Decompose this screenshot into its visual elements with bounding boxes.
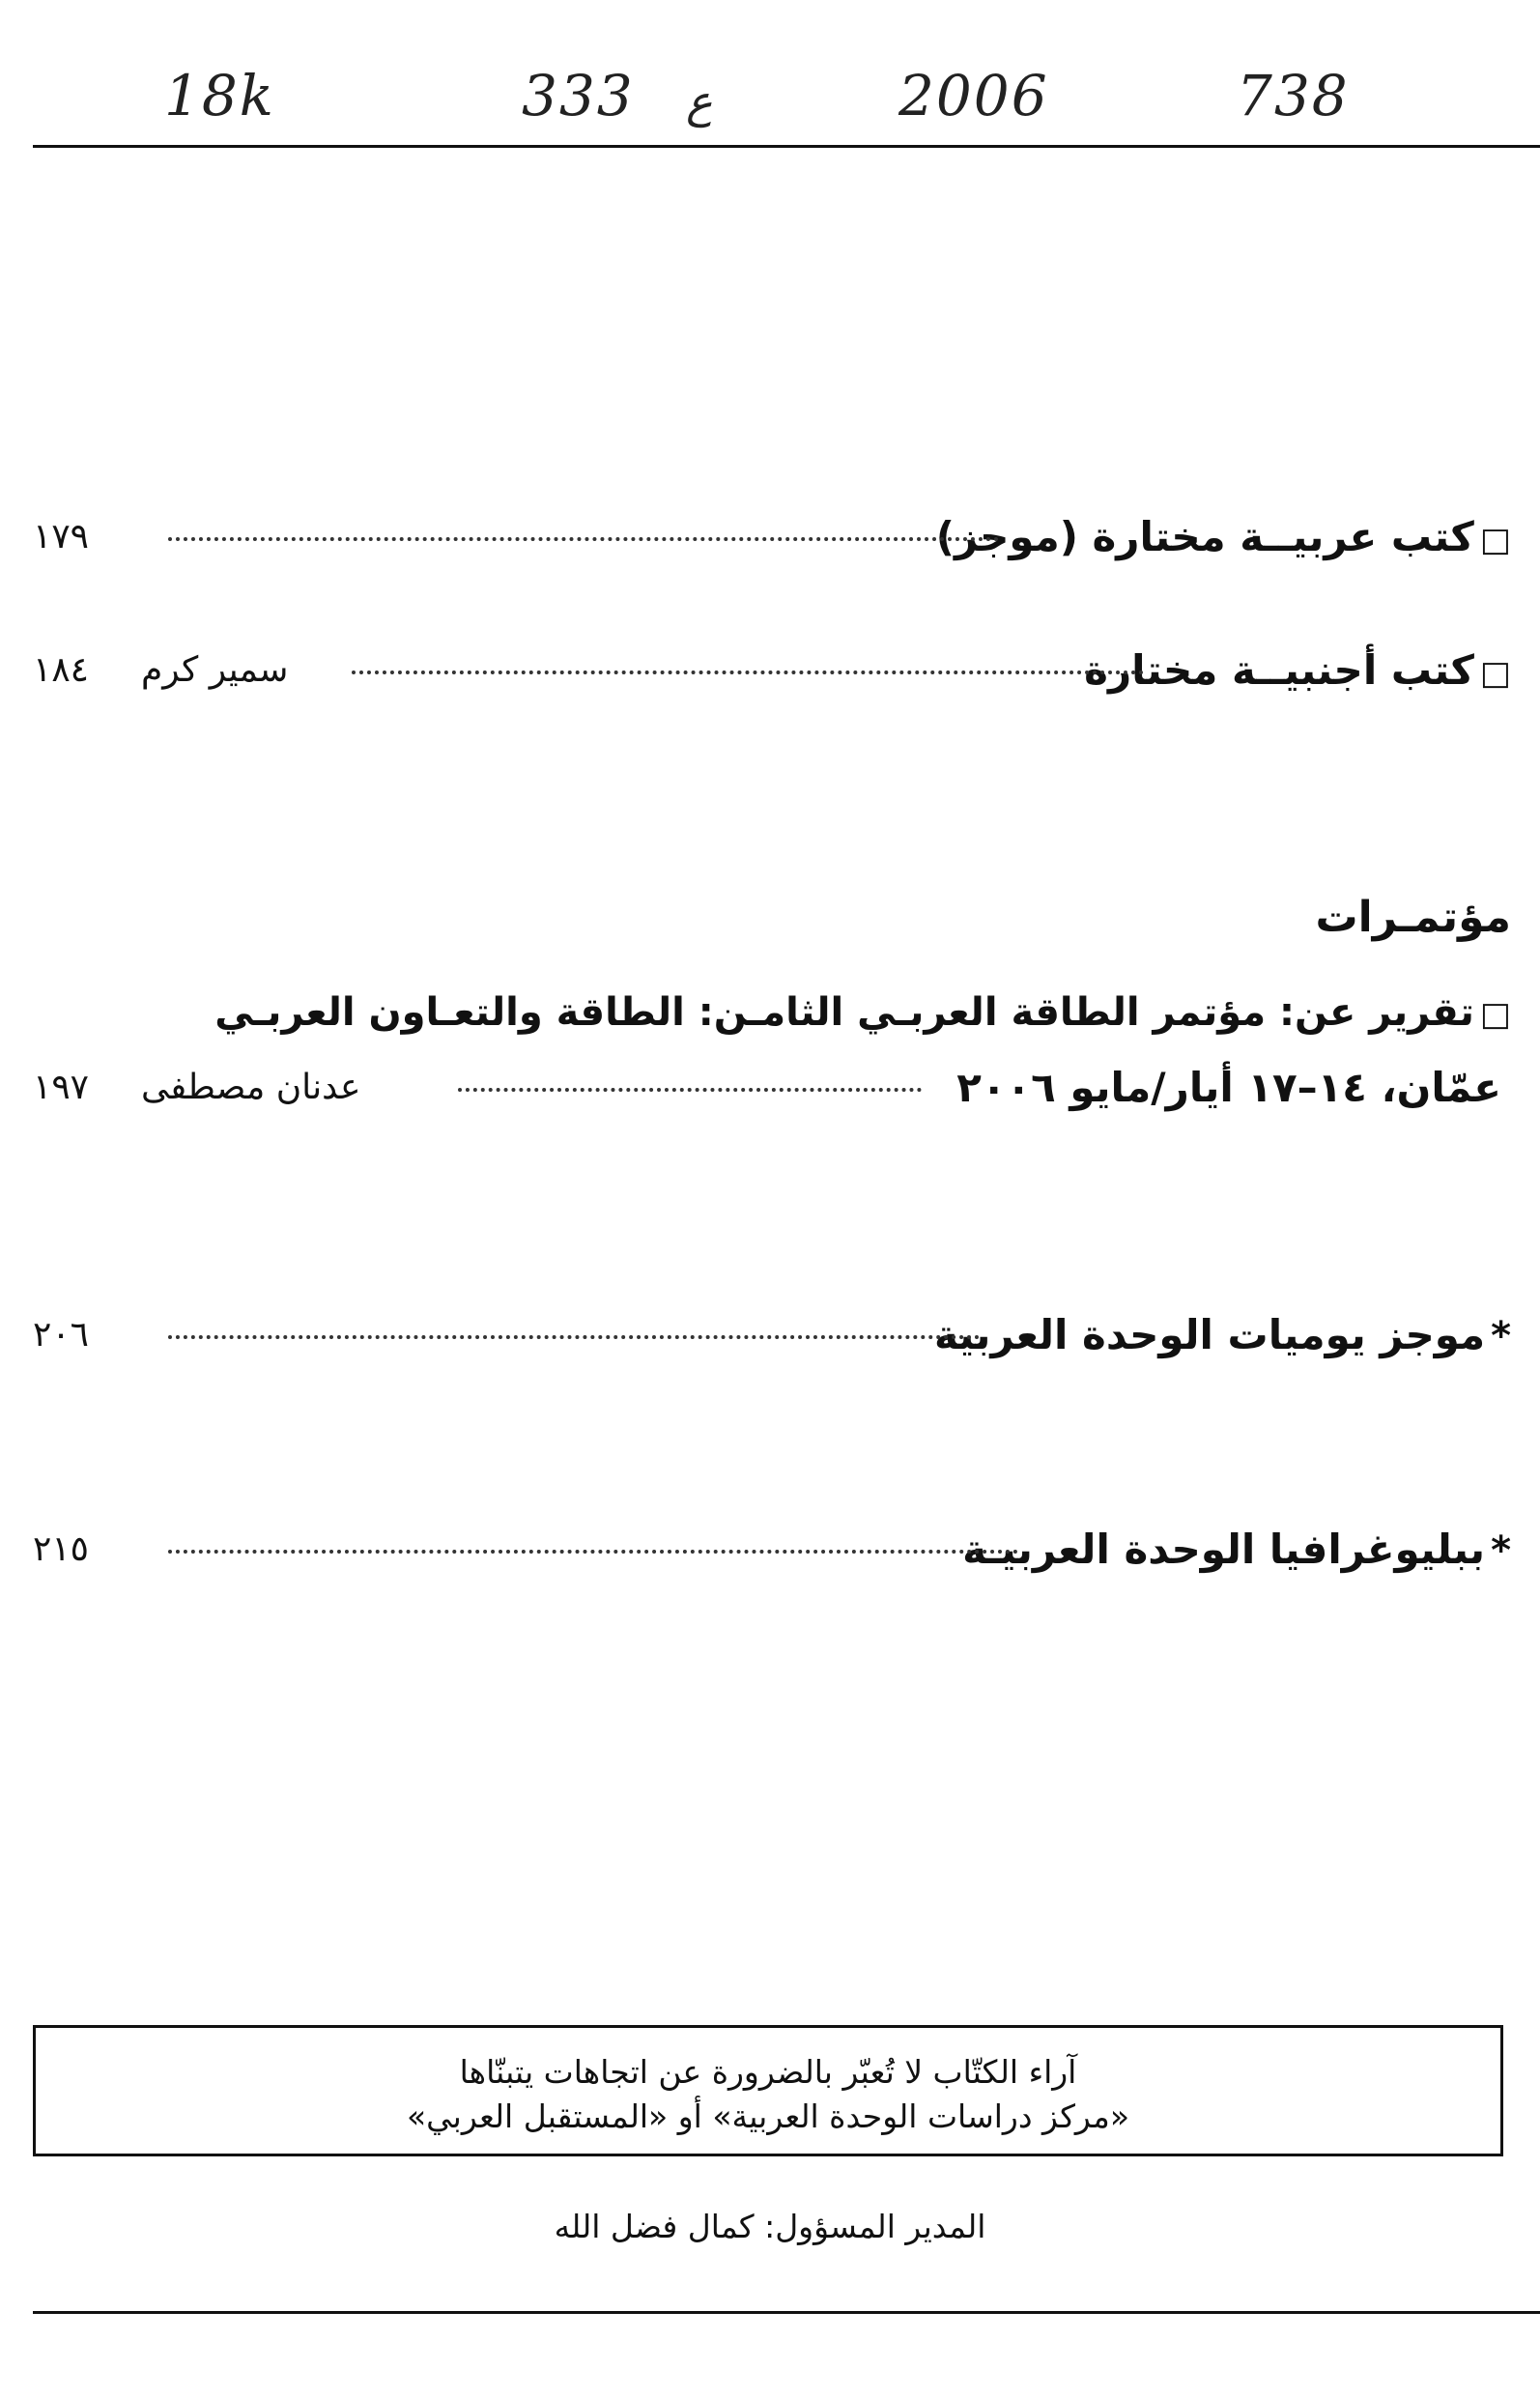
bottom-rule bbox=[33, 2311, 1540, 2314]
leader-dots bbox=[168, 537, 999, 541]
checkbox-icon: □ bbox=[1479, 654, 1511, 693]
handwritten-year: 2006 bbox=[898, 63, 1049, 128]
toc-row bbox=[33, 1521, 1511, 1579]
toc-row-title-wrap bbox=[936, 508, 1511, 569]
director-credit: المدير المسؤول: كمال فضل الله bbox=[554, 2208, 986, 2245]
toc-row-title-wrap bbox=[934, 1306, 1511, 1365]
conference-date: عمّان، ١٤–١٧ أيار/مايو ٢٠٠٦ bbox=[956, 1064, 1501, 1111]
toc-page-number: ١٨٤ bbox=[33, 650, 90, 690]
toc-row-title-wrap bbox=[1084, 642, 1511, 702]
toc-row-title: كتب عربيــة مختارة (موجز) bbox=[935, 513, 1474, 560]
handwritten-class: 333 bbox=[522, 63, 635, 128]
toc-page-number: ٢٠٦ bbox=[33, 1315, 90, 1355]
toc-row-title-wrap bbox=[962, 1521, 1511, 1580]
handwritten-code: 18k bbox=[164, 63, 275, 128]
checkbox-icon: □ bbox=[1479, 995, 1511, 1034]
top-rule bbox=[33, 145, 1540, 148]
leader-dots bbox=[168, 1335, 980, 1339]
checkbox-icon: □ bbox=[1479, 521, 1511, 559]
asterisk-icon: * bbox=[1491, 1314, 1511, 1358]
toc-page-number: ١٩٧ bbox=[33, 1068, 90, 1107]
toc-row-title: كتب أجنبيــة مختارة bbox=[1084, 646, 1474, 694]
toc-row bbox=[33, 508, 1511, 566]
toc-row bbox=[33, 1306, 1511, 1364]
leader-dots bbox=[458, 1088, 922, 1092]
toc-author: سمير كرم bbox=[141, 650, 289, 690]
toc-author: عدنان مصطفى bbox=[141, 1068, 361, 1107]
handwritten-number: 738 bbox=[1237, 63, 1350, 128]
disclaimer-box bbox=[33, 2025, 1503, 2156]
leader-dots bbox=[168, 1550, 1018, 1554]
toc-row-title: ببليوغرافيا الوحدة العربيـة bbox=[962, 1526, 1486, 1573]
disclaimer-line-2: «مركز دراسات الوحدة العربية» أو «المستقبل العربي» bbox=[406, 2097, 1130, 2135]
asterisk-icon: * bbox=[1491, 1528, 1511, 1573]
conference-title: تقرير عن: مؤتمر الطاقة العربـي الثامـن: الطاقة والتعـاون العربـي bbox=[214, 990, 1474, 1035]
toc-row bbox=[33, 642, 1511, 699]
toc-row-title: موجز يوميات الوحدة العربية bbox=[934, 1311, 1486, 1358]
disclaimer-line-1: آراء الكتّاب لا تُعبّر بالضرورة عن اتجاهات يتبنّاها bbox=[459, 2053, 1077, 2091]
conference-title-line bbox=[214, 984, 1511, 1043]
handwritten-letter: ع bbox=[686, 75, 713, 128]
leader-dots bbox=[352, 671, 1144, 674]
toc-page-number: ٢١٥ bbox=[33, 1529, 90, 1569]
toc-row bbox=[33, 1059, 1511, 1117]
section-heading: مؤتمـرات bbox=[1315, 893, 1511, 942]
toc-page-number: ١٧٩ bbox=[33, 517, 90, 556]
